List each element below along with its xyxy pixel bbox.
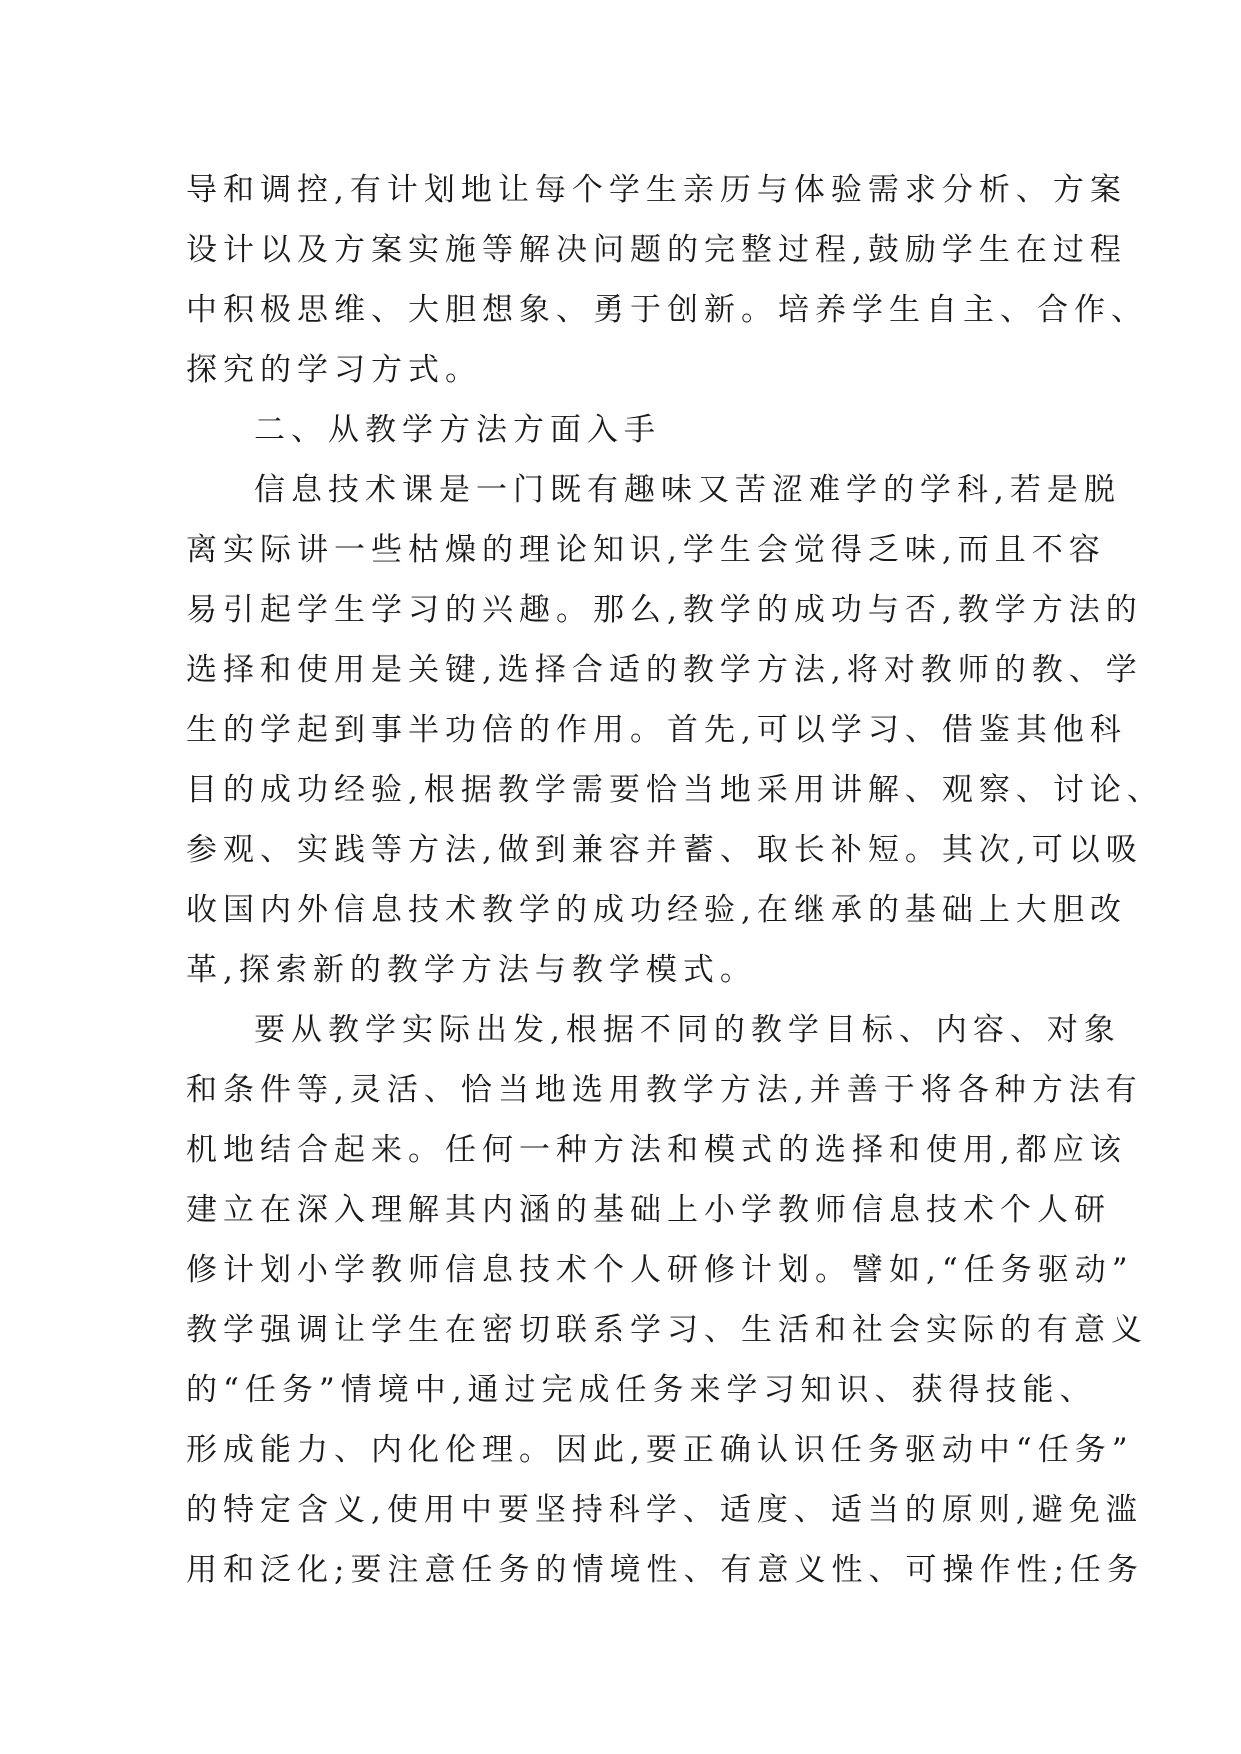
text-line: 形成能力、内化伦理。因此,要正确认识任务驱动中“任务” [186, 1432, 1134, 1468]
text-line: 目的成功经验,根据教学需要恰当地采用讲解、观察、讨论、 [186, 772, 1164, 808]
text-line: 修计划小学教师信息技术个人研修计划。譬如,“任务驱动” [186, 1252, 1134, 1288]
text-line: 用和泛化;要注意任务的情境性、有意义性、可操作性;任务 [186, 1552, 1144, 1588]
text-line: 离实际讲一些枯燥的理论知识,学生会觉得乏味,而且不容 [186, 532, 1106, 568]
text-line: 革,探索新的教学方法与教学模式。 [186, 952, 757, 988]
text-line: 生的学起到事半功倍的作用。首先,可以学习、借鉴其他科 [186, 712, 1127, 748]
text-line: 的特定含义,使用中要坚持科学、适度、适当的原则,避免滥 [186, 1492, 1143, 1528]
text-line: 参观、实践等方法,做到兼容并蓄、取长补短。其次,可以吸 [186, 832, 1143, 868]
text-line: 教学强调让学生在密切联系学习、生活和社会实际的有意义 [186, 1312, 1148, 1348]
text-line: 收国内外信息技术教学的成功经验,在继承的基础上大胆改 [186, 892, 1127, 928]
text-line: 易引起学生学习的兴趣。那么,教学的成功与否,教学方法的 [186, 592, 1143, 628]
text-line: 选择和使用是关键,选择合适的教学方法,将对教师的教、学 [186, 652, 1143, 688]
text-line: 探究的学习方式。 [186, 352, 482, 388]
body-text [186, 160, 1164, 1600]
text-line: 要从教学实际出发,根据不同的教学目标、内容、对象 [254, 1012, 1121, 1048]
text-line: 中积极思维、大胆想象、勇于创新。培养学生自主、合作、 [186, 292, 1148, 328]
text-line: 建立在深入理解其内涵的基础上小学教师信息技术个人研 [186, 1192, 1111, 1228]
text-line: 导和调控,有计划地让每个学生亲历与体验需求分析、方案 [186, 172, 1127, 208]
text-line: 机地结合起来。任何一种方法和模式的选择和使用,都应该 [186, 1132, 1127, 1168]
text-line: 信息技术课是一门既有趣味又苦涩难学的学科,若是脱 [254, 472, 1121, 508]
section-heading: 二、从教学方法方面入手 [254, 412, 661, 448]
text-line: 设计以及方案实施等解决问题的完整过程,鼓励学生在过程 [186, 232, 1127, 268]
text-line: 和条件等,灵活、恰当地选用教学方法,并善于将各种方法有 [186, 1072, 1143, 1108]
text-line: 的“任务”情境中,通过完成任务来学习知识、获得技能、 [186, 1372, 1097, 1408]
